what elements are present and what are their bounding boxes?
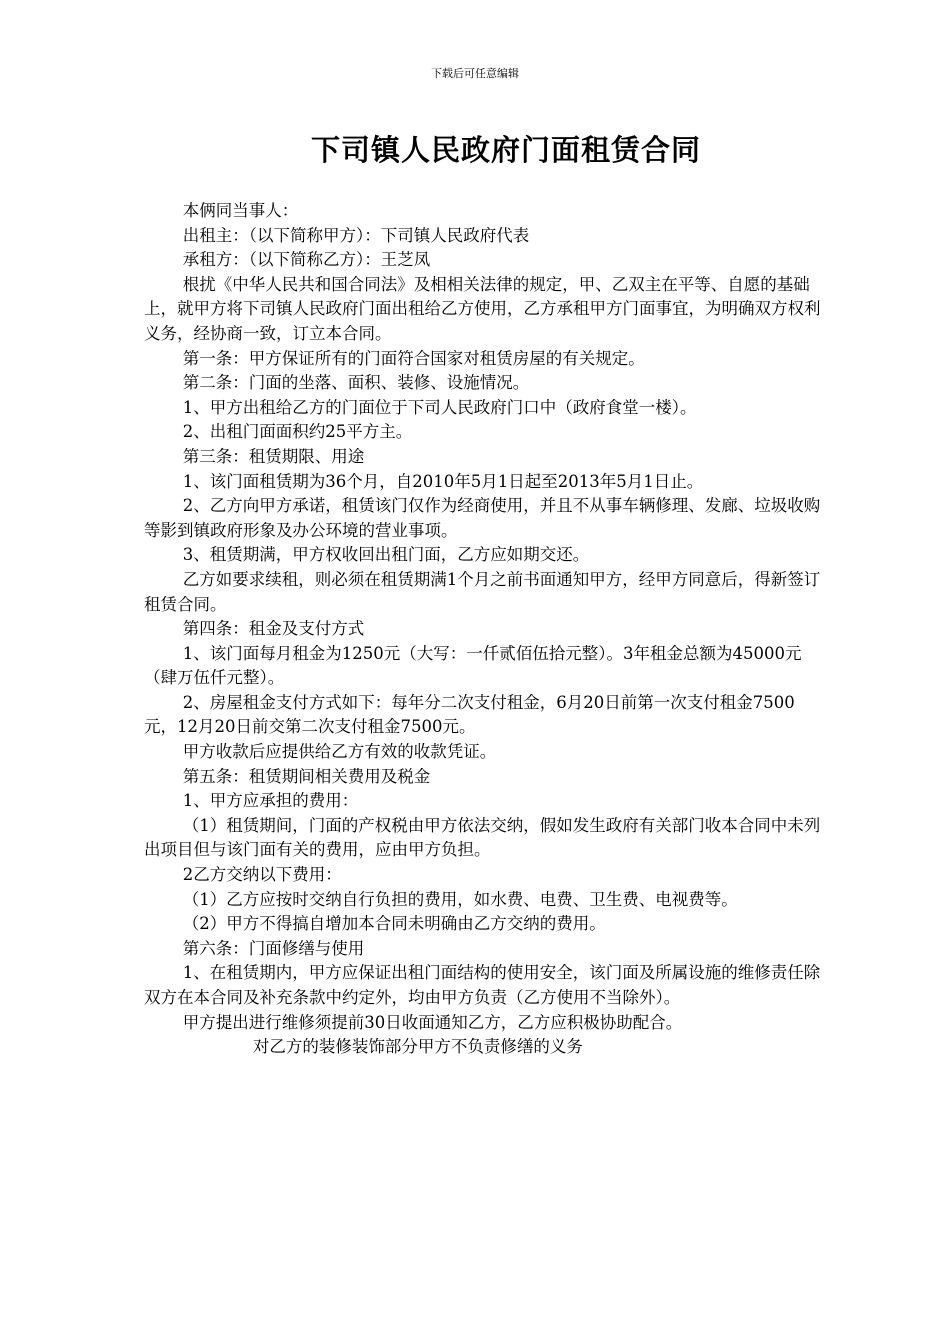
paragraph: 第一条：甲方保证所有的门面符合国家对租赁房屋的有关规定。 (182, 348, 645, 368)
contract-body (144, 199, 824, 1060)
paragraph: （2）甲方不得搞自增加本合同未明确由乙方交纳的费用。 (182, 914, 606, 934)
document-title: 下司镇人民政府门面租赁合同 (310, 133, 701, 167)
paragraph: 甲方提出进行维修须提前30日收面通知乙方，乙方应积极协助配合。 (182, 1012, 683, 1032)
paragraph: 根扰《中华人民共和国合同法》及相相关法律的规定，甲、乙双主在平等、自愿的基础上，就甲方将下司镇人民政府门面出租给乙方使用，乙方承租甲方门面事宜，为明确双方权利义务，经协商一致，订立本合同。 (144, 274, 821, 343)
paragraph: 本俩同当事人： (182, 201, 299, 220)
paragraph: 第五条：租赁期间相关费用及税金 (182, 766, 431, 786)
paragraph: 第四条：租金及支付方式 (182, 619, 365, 639)
paragraph: 乙方如要求续租，则必须在租赁期满1个月之前书面通知甲方，经甲方同意后，得新签订租赁合同。 (144, 569, 821, 614)
paragraph: 对乙方的装修装饰部分甲方不负责修缮的义务 (252, 1037, 583, 1057)
paragraph: 承租方：（以下简称乙方）：王芝凤 (182, 250, 431, 270)
paragraph: 2、乙方向甲方承诺，租赁该门仅作为经商使用，并且不从事车辆修理、发廊、垃圾收购等影到镇政府形象及办公环境的营业事项。 (144, 496, 821, 540)
paragraph: 甲方收款后应提供给乙方有效的收款凭证。 (182, 742, 497, 762)
paragraph: 2、房屋租金支付方式如下：每年分二次支付租金，6月20日前第一次支付租金7500元，12月20日前交第二次支付租金7500元。 (144, 692, 795, 737)
paragraph: 第三条：租赁期限、用途 (182, 446, 365, 466)
paragraph: 1、该门面每月租金为1250元（大写：一仟贰佰伍拾元整）。3年租金总额为45000元（肆万伍仟元整）。 (144, 643, 802, 688)
paragraph: 1、在租赁期内，甲方应保证出租门面结构的使用安全，该门面及所属设施的维修责任除双方在本合同及补充条款中约定外，均由甲方负责（乙方使用不当除外）。 (144, 963, 821, 1007)
paragraph: 1、甲方应承担的费用： (182, 791, 359, 811)
header-note: 下载后可任意编辑 (431, 67, 519, 80)
paragraph: （1）租赁期间，门面的产权税由甲方依法交纳，假如发生政府有关部门收本合同中未列出项目但与该门面有关的费用，应由甲方负担。 (144, 815, 821, 860)
paragraph: （1）乙方应按时交纳自行负担的费用，如水费、电费、卫生费、电视费等。 (182, 889, 738, 909)
paragraph: 1、该门面租赁期为36个月，自2010年5月1日起至2013年5月1日止。 (182, 471, 704, 491)
paragraph: 1、甲方出租给乙方的门面位于下司人民政府门口中（政府食堂一楼）。 (182, 397, 697, 417)
paragraph: 2乙方交纳以下费用： (182, 865, 342, 885)
paragraph: 出租主：（以下简称甲方）：下司镇人民政府代表 (182, 225, 530, 245)
paragraph: 3、租赁期满，甲方权收回出租门面，乙方应如期交还。 (182, 545, 590, 565)
paragraph: 第六条：门面修缮与使用 (182, 938, 365, 958)
paragraph: 2、出租门面面积约25平方主。 (182, 422, 413, 442)
paragraph: 第二条：门面的坐落、面积、装修、设施情况。 (182, 373, 530, 393)
